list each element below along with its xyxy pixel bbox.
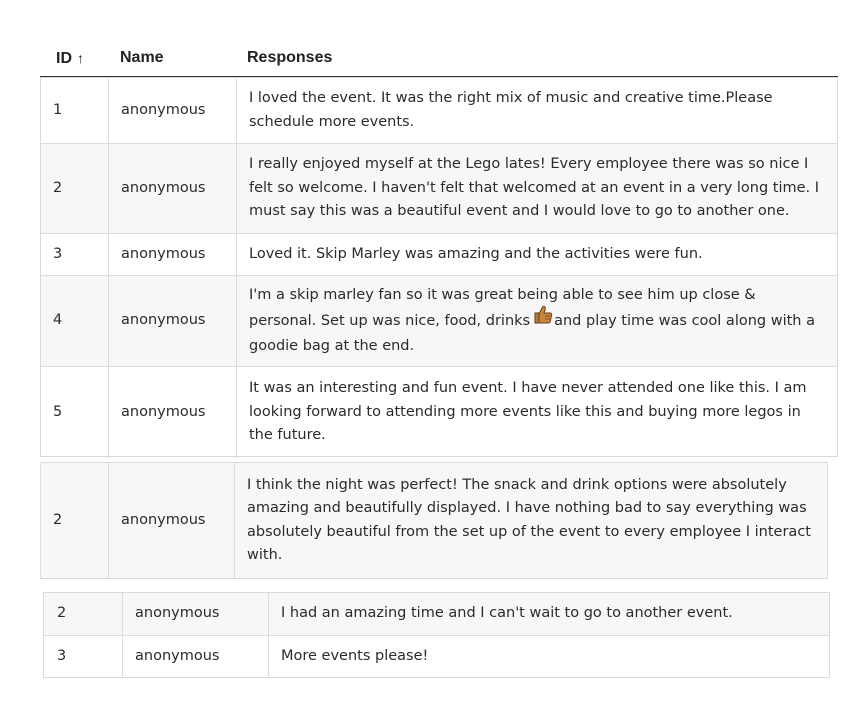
response-text: Loved it. Skip Marley was amazing and the activities were fun. <box>249 245 703 262</box>
id-cell: 1 <box>53 101 63 118</box>
response-cell <box>268 593 829 635</box>
response-text-part: I'm a skip marley fan so it was great being able to see him up close & personal. Set up was nice, food, drinks <box>249 286 756 329</box>
name-cell: anonymous <box>108 144 236 233</box>
response-cell <box>236 276 837 366</box>
name-cell: anonymous <box>108 234 236 275</box>
response-cell <box>234 463 827 578</box>
responses-table <box>40 462 828 579</box>
id-cell: 5 <box>53 403 63 420</box>
response-cell <box>236 78 837 143</box>
id-cell: 2 <box>57 605 67 622</box>
response-cell <box>236 144 837 233</box>
response-text: I think the night was perfect! The snack and drink options were absolutely amazing and beautifully displayed. I have nothing bad to say everything was absolutely beautiful from the set up of the event to every employee I interact with. <box>247 476 811 563</box>
responses-table <box>40 77 838 457</box>
sort-ascending-icon[interactable]: ↑ <box>77 50 84 66</box>
response-text: I loved the event. It was the right mix of music and creative time.Please schedule more events. <box>249 90 773 130</box>
column-header-id-label: ID <box>56 50 72 67</box>
response-text: I really enjoyed myself at the Lego lates! Every employee there was so nice I felt so welcome. I haven't felt that welcomed at an event in a very long time. I must say this was a beautiful event and I would love to go to another one. <box>249 156 820 220</box>
response-text <box>249 284 827 359</box>
table-row <box>41 463 827 578</box>
column-header-id[interactable] <box>56 46 84 70</box>
response-text: More events please! <box>281 648 429 665</box>
responses-table <box>43 592 830 678</box>
table-header <box>40 40 838 77</box>
name-cell: anonymous <box>108 276 236 366</box>
column-header-name[interactable]: Name <box>120 49 164 66</box>
name-cell: anonymous <box>122 593 268 635</box>
name-cell: anonymous <box>122 636 268 678</box>
table-row <box>44 593 829 636</box>
table-row <box>41 234 837 276</box>
response-cell <box>236 234 837 275</box>
thumbs-up-icon <box>533 305 553 333</box>
response-cell <box>236 367 837 458</box>
response-text-part: and play time was cool along with a goodie bag at the end. <box>249 313 815 354</box>
name-cell: anonymous <box>108 367 236 458</box>
column-header-responses[interactable]: Responses <box>247 49 333 66</box>
name-cell: anonymous <box>108 78 236 143</box>
table-row <box>41 78 837 144</box>
id-cell: 2 <box>53 179 63 196</box>
response-text: It was an interesting and fun event. I have never attended one like this. I am looking forward to attending more events like this and buying more legos in the future. <box>249 380 807 444</box>
id-cell: 3 <box>57 648 67 665</box>
name-cell: anonymous <box>108 463 234 578</box>
id-cell: 4 <box>53 312 63 329</box>
table-row <box>41 144 837 234</box>
id-cell: 2 <box>53 511 63 528</box>
table-row <box>41 367 837 458</box>
id-cell: 3 <box>53 245 63 262</box>
response-text: I had an amazing time and I can't wait to go to another event. <box>281 605 733 622</box>
response-cell <box>268 636 829 678</box>
table-row <box>44 636 829 678</box>
table-row <box>41 276 837 367</box>
